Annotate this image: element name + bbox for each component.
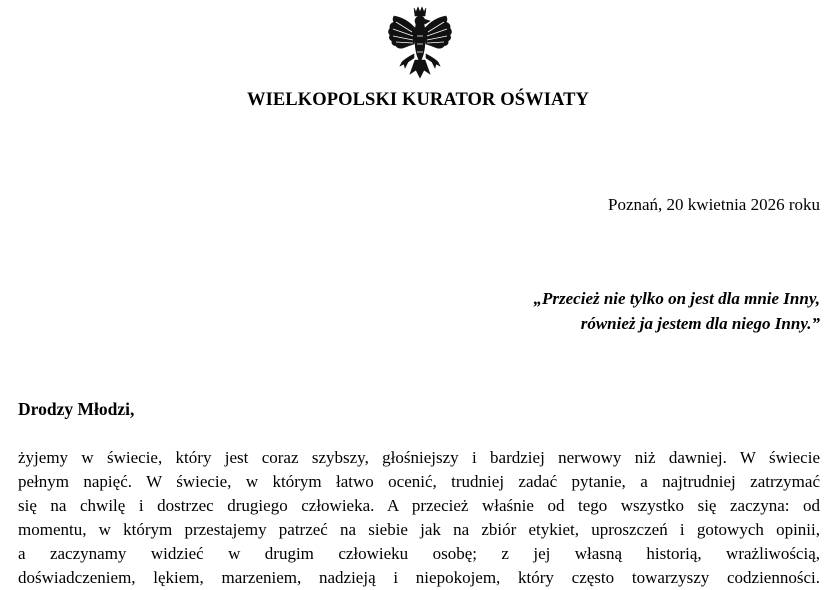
body-line: a zaczynamy widzieć w drugim człowieku osobę; z jej własną historią, wrażliwością, <box>18 544 820 563</box>
epigraph-quote <box>534 286 820 336</box>
quote-line: „Przecież nie tylko on jest dla mnie Inny, <box>533 289 820 308</box>
body-line: pełnym napięć. W świecie, w którym łatwo ocenić, trudniej zadać pytanie, a najtrudniej zatrzymać <box>18 472 820 491</box>
date-line: Poznań, 20 kwietnia 2026 roku <box>608 195 820 214</box>
page-title: WIELKOPOLSKI KURATOR OŚWIATY <box>246 90 590 110</box>
quote-line: również ja jestem dla niego Inny.” <box>580 314 820 333</box>
body-line: doświadczeniem, lękiem, marzeniem, nadzieją i niepokojem, który często towarzyszy codzienności. <box>18 568 820 587</box>
polish-eagle-emblem-icon <box>386 4 454 84</box>
body-line: żyjemy w świecie, który jest coraz szybszy, głośniejszy i bardziej nerwowy niż dawniej. W świecie <box>18 448 820 467</box>
salutation: Drodzy Młodzi, <box>18 399 135 419</box>
body-line: się na chwilę i dostrzec drugiego człowieka. A przecież właśnie od tego wszystko się zaczyna: od <box>18 496 820 515</box>
letter-body <box>18 446 820 590</box>
body-line: momentu, w którym przestajemy patrzeć na siebie jak na zbiór etykiet, uproszczeń i gotowych opinii, <box>18 520 820 539</box>
